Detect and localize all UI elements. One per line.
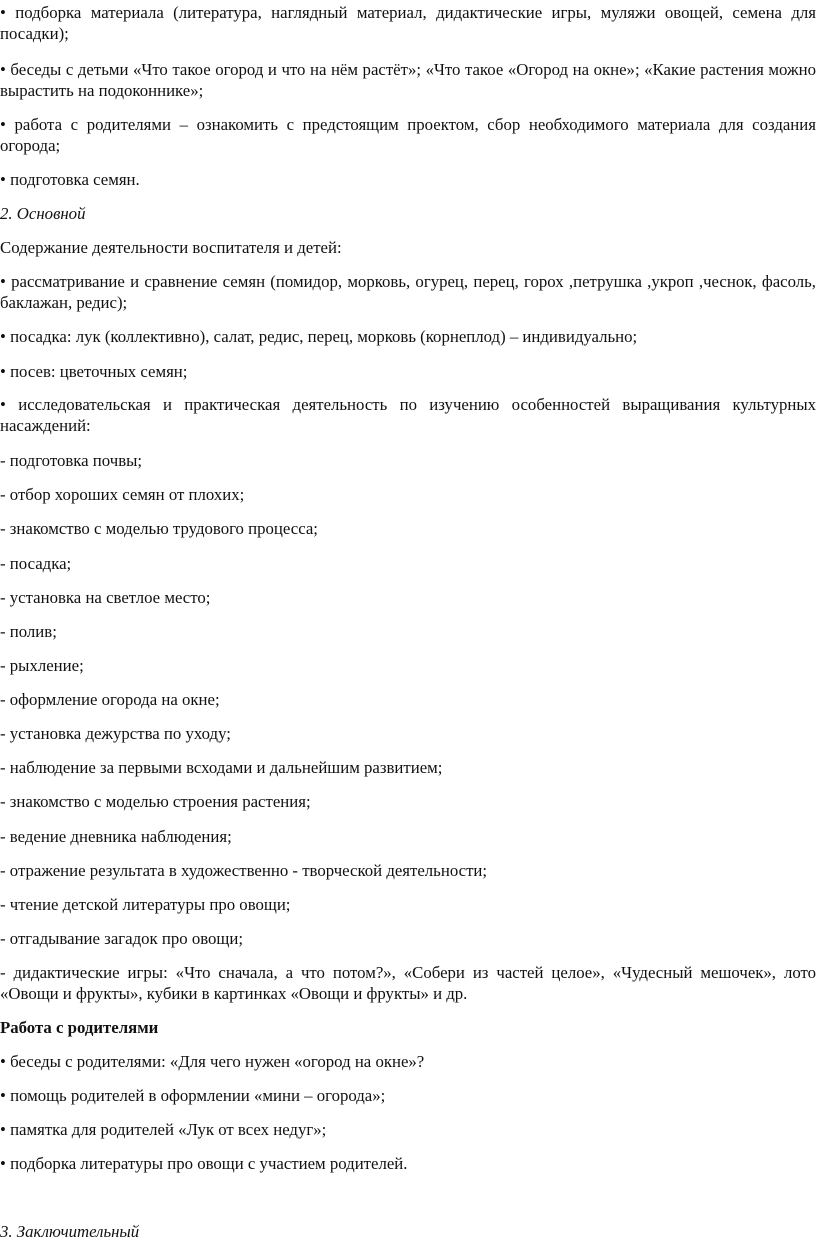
paragraph: Содержание деятельности воспитателя и детей: [0,238,342,257]
list-item: - отбор хороших семян от плохих; [0,485,245,504]
list-item: - знакомство с моделью строения растения; [0,792,311,811]
list-item: • беседы с детьми «Что такое огород и что на нём растёт»; «Что такое «Огород на окне»; «Какие растения можно вырастить на подоконнике»; [0,60,816,100]
list-item: • помощь родителей в оформлении «мини – огорода»; [0,1086,386,1105]
list-item: - оформление огорода на окне; [0,690,220,709]
section-heading-final: 3. Заключительный [0,1222,140,1241]
list-item: - подготовка почвы; [0,451,143,470]
section-heading-main: 2. Основной [0,204,86,223]
list-item: - установка дежурства по уходу; [0,724,231,743]
list-item: • рассматривание и сравнение семян (помидор, морковь, огурец, перец, горох ,петрушка ,укроп ,чеснок, фасоль, баклажан, редис); [0,272,816,312]
list-item: • подборка материала (литература, наглядный материал, дидактические игры, муляжи овощей, семена для посадки); [0,3,816,43]
list-item: - отражение результата в художественно - творческой деятельности; [0,861,488,880]
list-item: • подборка литературы про овощи с участием родителей. [0,1154,408,1173]
list-item: - дидактические игры: «Что сначала, а что потом?», «Собери из частей целое», «Чудесный мешочек», лото «Овощи и фрукты», кубики в картинках «Овощи и фрукты» и др. [0,963,816,1003]
section-heading-parents: Работа с родителями [0,1018,159,1037]
list-item: - полив; [0,622,57,641]
list-item: • посев: цветочных семян; [0,362,188,381]
list-item: - знакомство с моделью трудового процесса; [0,519,318,538]
list-item: - чтение детской литературы про овощи; [0,895,291,914]
list-item: - посадка; [0,554,72,573]
list-item: - ведение дневника наблюдения; [0,827,232,846]
list-item: - рыхление; [0,656,84,675]
list-item: • памятка для родителей «Лук от всех недуг»; [0,1120,327,1139]
list-item: • посадка: лук (коллективно), салат, редис, перец, морковь (корнеплод) – индивидуально; [0,327,638,346]
list-item: • исследовательская и практическая деятельность по изучению особенностей выращивания культурных насаждений: [0,395,816,435]
list-item: • подготовка семян. [0,170,140,189]
list-item: - установка на светлое место; [0,588,211,607]
list-item: • работа с родителями – ознакомить с предстоящим проектом, сбор необходимого материала для создания огорода; [0,115,816,155]
list-item: - наблюдение за первыми всходами и дальнейшим развитием; [0,758,443,777]
list-item: - отгадывание загадок про овощи; [0,929,243,948]
list-item: • беседы с родителями: «Для чего нужен «огород на окне»? [0,1052,425,1071]
